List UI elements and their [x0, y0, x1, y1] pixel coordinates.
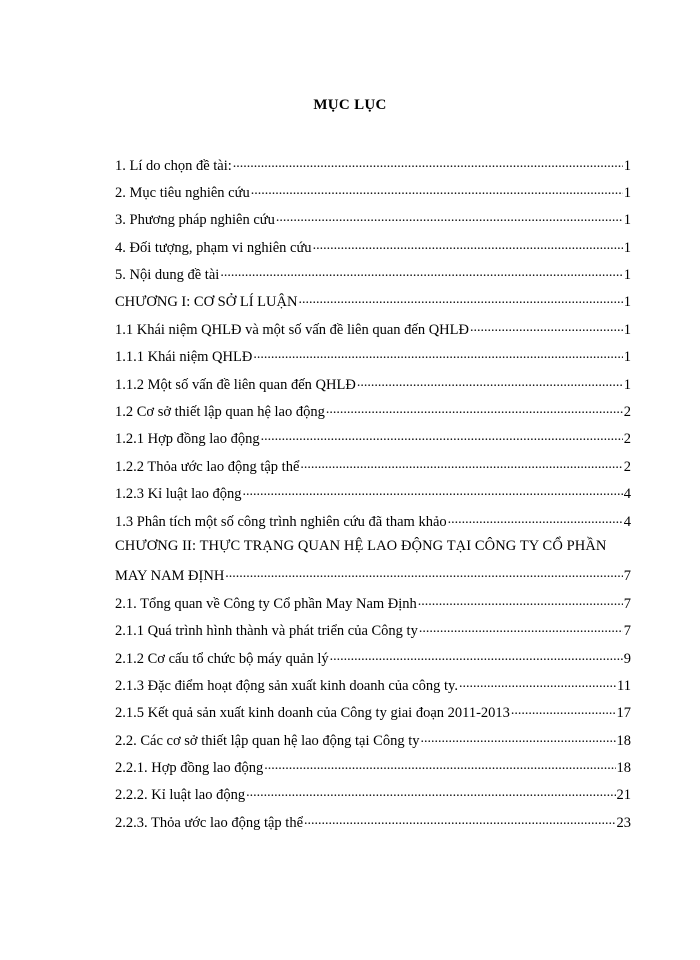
toc-entry[interactable] [115, 648, 631, 675]
toc-page-number: 17 [616, 705, 631, 722]
toc-entry-label: 2.2.2. Kỉ luật lao động [115, 787, 246, 804]
toc-entry-label: 1. Lí do chọn đề tài: [115, 157, 232, 174]
page-title: MỤC LỤC [313, 97, 387, 113]
toc-entry[interactable] [115, 155, 631, 182]
toc-page-number: 2 [623, 404, 631, 421]
toc-entry-label: 2.2. Các cơ sở thiết lập quan hệ lao động tại Công ty [115, 732, 420, 749]
toc-entry-label: 2.1.2 Cơ cấu tổ chức bộ máy quản lý [115, 650, 329, 667]
toc-page-number: 1 [623, 239, 631, 256]
toc-entry-label: 2.1.5 Kết quả sản xuất kinh doanh của Công ty giai đoạn 2011-2013 [115, 705, 510, 722]
dot-leader [420, 730, 615, 745]
toc-page-number: 23 [616, 814, 631, 831]
toc-entry[interactable] [115, 511, 631, 538]
toc-entry[interactable] [115, 402, 631, 429]
toc-page-number: 1 [623, 184, 631, 201]
dot-leader [304, 812, 615, 827]
toc-entry[interactable] [115, 812, 631, 839]
dot-leader [242, 484, 622, 499]
toc-entry-label: 1.2.2 Thỏa ước lao động tập thể [115, 458, 300, 475]
toc-entry-label: 1.2.1 Hợp đồng lao động [115, 431, 260, 448]
dot-leader [511, 703, 616, 718]
toc-entry-label: 2. Mục tiêu nghiên cứu [115, 184, 250, 201]
toc-page-number: 1 [623, 321, 631, 338]
toc-entry-label: CHƯƠNG II: THỰC TRẠNG QUAN HỆ LAO ĐỘNG TẠI CÔNG TY CỔ PHẦN [115, 538, 607, 555]
toc-entry-label: 1.1 Khái niệm QHLĐ và một số vấn đề liên quan đến QHLĐ [115, 321, 469, 338]
toc-entry[interactable] [115, 265, 631, 292]
toc-entry-label: CHƯƠNG I: CƠ SỞ LÍ LUẬN [115, 294, 298, 311]
dot-leader [253, 347, 622, 362]
toc-entry[interactable] [115, 484, 631, 511]
toc-entry[interactable] [115, 621, 631, 648]
dot-leader [220, 265, 622, 280]
toc-entry-label: 2.2.1. Hợp đồng lao động [115, 760, 264, 777]
toc-page-number: 2 [623, 431, 631, 448]
toc-entry[interactable] [115, 785, 631, 812]
dot-leader [313, 237, 623, 252]
toc-page-number: 18 [616, 760, 631, 777]
toc-entry-label: 5. Nội dung đề tài [115, 267, 220, 284]
toc-entry[interactable] [115, 566, 631, 593]
toc-page-number: 1 [623, 157, 631, 174]
dot-leader [251, 182, 623, 197]
dot-leader [326, 402, 623, 417]
toc-page-number: 7 [623, 595, 631, 612]
dot-leader [459, 675, 616, 690]
toc-entry[interactable] [115, 374, 631, 401]
dot-leader [246, 785, 615, 800]
toc-entry-label: 1.1.2 Một số vấn đề liên quan đến QHLĐ [115, 376, 356, 393]
toc-entry[interactable] [115, 703, 631, 730]
dot-leader [357, 374, 623, 389]
toc-entry[interactable] [115, 456, 631, 483]
toc-page-number: 4 [623, 486, 631, 503]
dot-leader [418, 593, 623, 608]
toc-entry-label: 1.2.3 Kỉ luật lao động [115, 486, 242, 503]
toc-page-number: 7 [623, 623, 631, 640]
toc-entry-label: 2.1.3 Đặc điểm hoạt động sản xuất kinh doanh của công ty. [115, 677, 458, 694]
dot-leader [300, 456, 622, 471]
toc-entry[interactable] [115, 237, 631, 264]
toc-page-number: 1 [623, 376, 631, 393]
toc-page-number: 1 [623, 294, 631, 311]
toc-page-number: 1 [623, 212, 631, 229]
toc-entry[interactable] [115, 429, 631, 456]
dot-leader [448, 511, 623, 526]
dot-leader [276, 210, 623, 225]
dot-leader [261, 429, 623, 444]
toc-page-number: 1 [623, 349, 631, 366]
dot-leader [330, 648, 623, 663]
table-of-contents [115, 155, 631, 840]
toc-entry[interactable] [115, 347, 631, 374]
toc-chapter2-heading[interactable] [115, 538, 631, 565]
toc-page-number: 9 [623, 650, 631, 667]
toc-page-number: 21 [616, 787, 631, 804]
toc-entry[interactable] [115, 319, 631, 346]
toc-entry-label: 2.1. Tổng quan về Công ty Cổ phần May Nam Định [115, 595, 417, 612]
toc-entry[interactable] [115, 292, 631, 319]
toc-page-number: 4 [623, 513, 631, 530]
toc-entry-label: MAY NAM ĐỊNH [115, 568, 225, 585]
toc-page-number: 18 [616, 732, 631, 749]
toc-entry-label: 2.2.3. Thỏa ước lao động tập thể [115, 814, 304, 831]
dot-leader [298, 292, 622, 307]
toc-entry[interactable] [115, 593, 631, 620]
dot-leader [470, 319, 623, 334]
toc-entry-label: 1.2 Cơ sở thiết lập quan hệ lao động [115, 404, 325, 421]
toc-entry[interactable] [115, 675, 631, 702]
toc-page-number: 2 [623, 458, 631, 475]
toc-entry[interactable] [115, 758, 631, 785]
toc-entry-label: 1.1.1 Khái niệm QHLĐ [115, 349, 253, 366]
toc-entry-label: 4. Đối tượng, phạm vi nghiên cứu [115, 239, 312, 256]
toc-entry[interactable] [115, 210, 631, 237]
toc-entry[interactable] [115, 730, 631, 757]
dot-leader [233, 155, 623, 170]
dot-leader [264, 758, 615, 773]
toc-page-number: 11 [617, 677, 631, 694]
toc-entry[interactable] [115, 182, 631, 209]
toc-page-number: 1 [623, 267, 631, 284]
toc-page-number: 7 [623, 568, 631, 585]
toc-entry-label: 3. Phương pháp nghiên cứu [115, 212, 275, 229]
toc-entry-label: 2.1.1 Quá trình hình thành và phát triển của Công ty [115, 623, 418, 640]
dot-leader [419, 621, 623, 636]
toc-entry-label: 1.3 Phân tích một số công trình nghiên cứu đã tham khảo [115, 513, 447, 530]
dot-leader [225, 566, 622, 581]
